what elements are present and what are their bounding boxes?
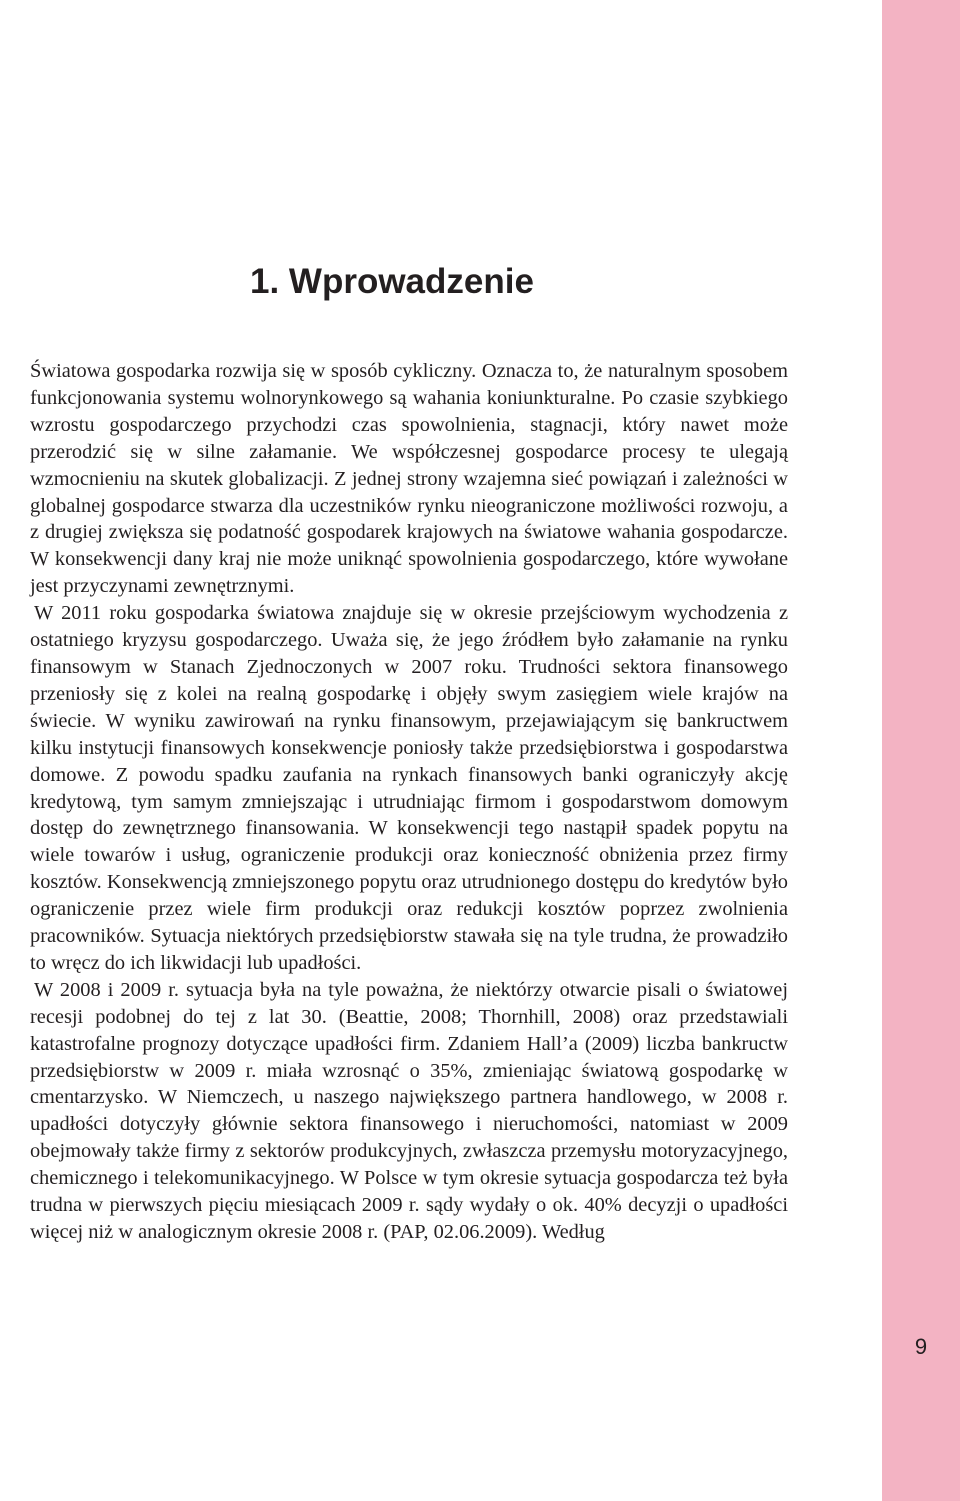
page-number: 9 — [914, 1334, 928, 1359]
page-side-band — [882, 0, 960, 1501]
paragraph-1: Światowa gospodarka rozwija się w sposób cykliczny. Oznacza to, że naturalnym sposobem funkcjonowania systemu wolnorynkowego są wahania koniunkturalne. Po czasie szybkiego wzrostu gospodarczego przychodzi czas spowolnienia, stagnacji, który nawet może przerodzić się w silne załamanie. We współczesnej gospodarce procesy te ulegają wzmocnieniu na skutek globalizacji. Z jednej strony wzajemna sieć powiązań i zależności w globalnej gospodarce stwarza dla uczestników rynku nieograniczone możliwości rozwoju, a z drugiej zwiększa się podatność gospodarek krajowych na światowe wahania gospodarcze. W konsekwencji dany kraj nie może uniknąć spowolnienia gospodarczego, które wywołane jest przyczynami zewnętrznymi. — [30, 360, 788, 598]
body-text — [30, 358, 788, 1246]
paragraph-2: W 2011 roku gospodarka światowa znajduje się w okresie przejściowym wychodzenia z ostatniego kryzysu gospodarczego. Uważa się, że jego źródłem było załamanie na rynku finansowym w Stanach Zjednoczonych w 2007 roku. Trudności sektora finansowego przeniosły się z kolei na realną gospodarkę i objęły swym zasięgiem wiele krajów na świecie. W wyniku zawirowań na rynku finansowym, przejawiającym się bankructwem kilku instytucji finansowych konsekwencje poniosły także przedsiębiorstwa i gospodarstwa domowe. Z powodu spadku zaufania na rynkach finansowych banki ograniczyły akcję kredytową, tym samym zmniejszając i utrudniając firmom i gospodarstwom domowym dostęp do zewnętrznego finansowania. W konsekwencji tego nastąpił spadek popytu na wiele towarów i usług, ograniczenie produkcji oraz konieczność obniżenia przez firmy kosztów. Konsekwencją zmniejszonego popytu oraz utrudnionego dostępu do kredytów było ograniczenie przez wiele firm produkcji oraz redukcji kosztów poprzez zwolnienia pracowników. Sytuacja niektórych przedsiębiorstw stawała się na tyle trudna, że prowadziło to wręcz do ich likwidacji lub upadłości. — [30, 602, 788, 974]
chapter-title: 1. Wprowadzenie — [250, 262, 534, 301]
paragraph-3: W 2008 i 2009 r. sytuacja była na tyle poważna, że niektórzy otwarcie pisali o światowej recesji podobnej do tej z lat 30. (Beattie, 2008; Thornhill, 2008) oraz przedstawiali katastrofalne prognozy dotyczące upadłości firm. Zdaniem Hall’a (2009) liczba bankructw przedsiębiorstw w 2009 r. miała wzrosnąć o 35%, zmieniając światową gospodarkę w cmentarzysko. W Niemczech, u naszego największego partnera handlowego, w 2008 r. upadłości dotyczyły głównie sektora finansowego i nieruchomości, natomiast w 2009 obejmowały także firmy z sektorów produkcyjnych, zwłaszcza przemysłu motoryzacyjnego, chemicznego i telekomunikacyjnego. W Polsce w tym okresie sytuacja gospodarcza też była trudna w pierwszych pięciu miesiącach 2009 r. sądy wydały o ok. 40% decyzji o upadłości więcej niż w analogicznym okresie 2008 r. (PAP, 02.06.2009). Według — [30, 978, 788, 1243]
